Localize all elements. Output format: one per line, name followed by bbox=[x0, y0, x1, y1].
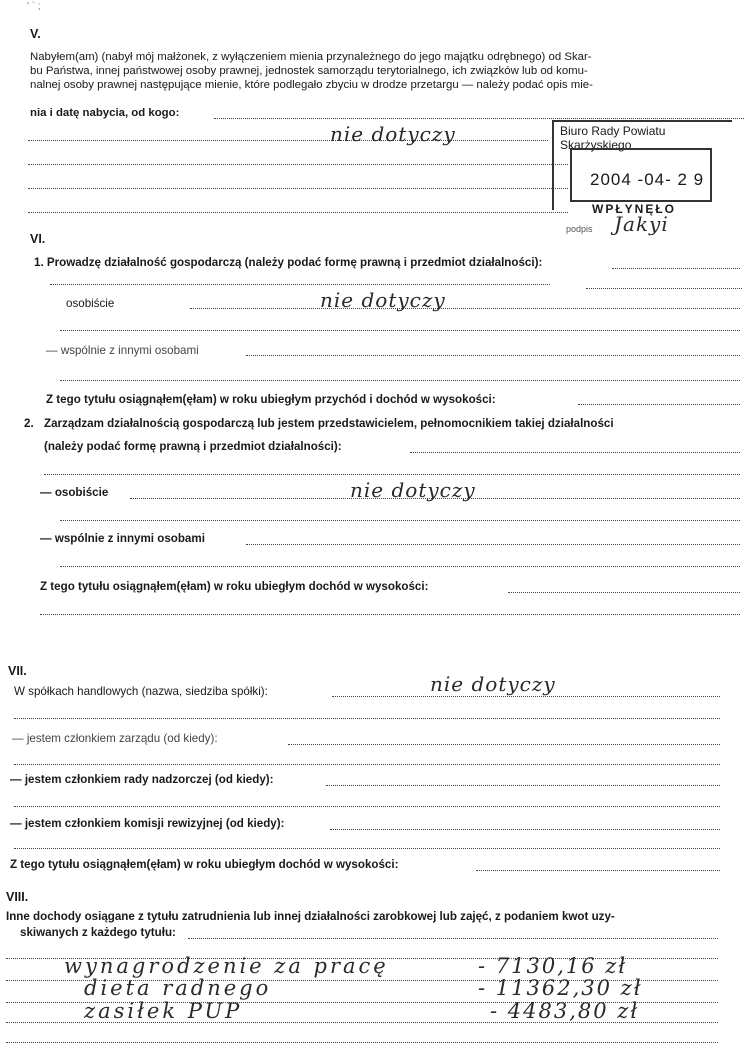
income-source-1: wynagrodzenie za pracę bbox=[64, 954, 389, 978]
section-vi-personally: osobiście bbox=[66, 297, 115, 310]
section-vii-board: — jestem członkiem zarządu (od kiedy): bbox=[12, 732, 218, 745]
fill-line bbox=[330, 829, 720, 830]
fill-line bbox=[332, 696, 720, 697]
section-vi-item2-number: 2. bbox=[24, 417, 34, 430]
fill-line bbox=[214, 118, 744, 119]
section-vii-audit: — jestem członkiem komisji rewizyjnej (od kiedy): bbox=[10, 817, 285, 830]
fill-line bbox=[326, 785, 720, 786]
section-vii-companies: W spółkach handlowych (nazwa, siedziba spółki): bbox=[14, 685, 268, 698]
income-amount-2: - 11362,30 zł bbox=[478, 976, 643, 1000]
fill-line bbox=[28, 164, 568, 165]
fill-line bbox=[28, 212, 568, 213]
fill-line bbox=[288, 744, 720, 745]
section-vi-income1: Z tego tytułu osiągnąłem(ęłam) w roku ubiegłym przychód i dochód w wysokości: bbox=[46, 393, 496, 406]
stamp-signature-label: podpis bbox=[566, 224, 593, 234]
income-source-2: dieta radnego bbox=[84, 976, 272, 1000]
section-vi-personally2: — osobiście bbox=[40, 486, 109, 499]
section-viii-number: VIII. bbox=[6, 890, 29, 904]
section-vi-income2: Z tego tytułu osiągnąłem(ęłam) w roku ubiegłym dochód w wysokości: bbox=[40, 580, 429, 593]
section-vii-number: VII. bbox=[8, 664, 27, 678]
section-vii-income: Z tego tytułu osiągnąłem(ęłam) w roku ubiegłym dochód w wysokości: bbox=[10, 858, 399, 871]
fill-line bbox=[190, 308, 740, 309]
section-viii-line1: Inne dochody osiągane z tytułu zatrudnienia lub innej działalności zarobkowej lub zajęć, z podaniem kwot uzy- bbox=[6, 910, 615, 923]
fill-line bbox=[246, 355, 740, 356]
fill-line bbox=[60, 566, 740, 567]
stamp-signature: Jakyi bbox=[614, 212, 669, 236]
fill-line bbox=[14, 718, 720, 719]
section-vi-with-others: — wspólnie z innymi osobami bbox=[46, 344, 199, 357]
section-vi-item1: 1. Prowadzę działalność gospodarczą (należy podać formę prawną i przedmiot działalności): bbox=[34, 256, 543, 269]
fill-line bbox=[188, 938, 718, 939]
income-amount-1: - 7130,16 zł bbox=[478, 954, 628, 978]
section-vi-item2-line1: Zarządzam działalnością gospodarczą lub jestem przedstawicielem, pełnomocnikiem takiej działalności bbox=[44, 417, 614, 430]
income-source-3: zasiłek PUP bbox=[84, 999, 243, 1023]
fill-line bbox=[50, 284, 550, 285]
fill-line bbox=[40, 614, 740, 615]
handwritten-not-applicable: nie dotyczy bbox=[350, 478, 476, 502]
handwritten-not-applicable: nie dotyczy bbox=[430, 672, 556, 696]
section-viii-line2: skiwanych z każdego tytułu: bbox=[20, 926, 176, 939]
stamp-received: WPŁYNĘŁO bbox=[592, 202, 676, 216]
fill-line bbox=[14, 764, 720, 765]
fill-line bbox=[410, 452, 740, 453]
fill-line bbox=[60, 380, 740, 381]
section-vi-number: VI. bbox=[30, 232, 46, 246]
section-v-text-1: Nabyłem(am) (nabył mój małżonek, z wyłączeniem mienia przynależnego do jego majątku odrębnego) od Skar- bbox=[30, 51, 592, 63]
fill-line bbox=[14, 806, 720, 807]
fill-line bbox=[612, 268, 740, 269]
fill-line bbox=[28, 188, 568, 189]
fill-line bbox=[578, 404, 740, 405]
section-v-text-4: nia i datę nabycia, od kogo: bbox=[30, 107, 180, 119]
section-v-text-2: bu Państwa, innej państwowej osoby prawnej, jednostek samorządu terytorialnego, ich związków lub od komu- bbox=[30, 65, 588, 77]
scan-marks: ' ` ; bbox=[27, 1, 41, 12]
fill-line bbox=[60, 330, 740, 331]
fill-line bbox=[6, 1042, 718, 1043]
stamp-date: 2004 -04- 2 9 bbox=[590, 170, 705, 189]
handwritten-not-applicable: nie dotyczy bbox=[330, 122, 456, 146]
fill-line bbox=[586, 288, 742, 289]
fill-line bbox=[28, 140, 548, 141]
section-v-number: V. bbox=[30, 27, 41, 41]
fill-line bbox=[44, 474, 740, 475]
fill-line bbox=[508, 592, 740, 593]
registry-stamp bbox=[552, 120, 740, 238]
section-vi-with-others2: — wspólnie z innymi osobami bbox=[40, 532, 205, 545]
fill-line bbox=[476, 870, 720, 871]
section-v-text-3: nalnej osoby prawnej następujące mienie, które podlegało zbyciu w drodze przetargu — należy podać opis mie- bbox=[30, 79, 593, 91]
fill-line bbox=[14, 848, 720, 849]
fill-line bbox=[60, 520, 740, 521]
fill-line bbox=[246, 544, 740, 545]
section-vii-supervisory: — jestem członkiem rady nadzorczej (od kiedy): bbox=[10, 773, 274, 786]
income-amount-3: - 4483,80 zł bbox=[490, 999, 640, 1023]
section-vi-item2-line2: (należy podać formę prawną i przedmiot działalności): bbox=[44, 440, 342, 453]
handwritten-not-applicable: nie dotyczy bbox=[320, 288, 446, 312]
stamp-office: Biuro Rady Powiatu Skarżyskiego bbox=[560, 124, 666, 152]
